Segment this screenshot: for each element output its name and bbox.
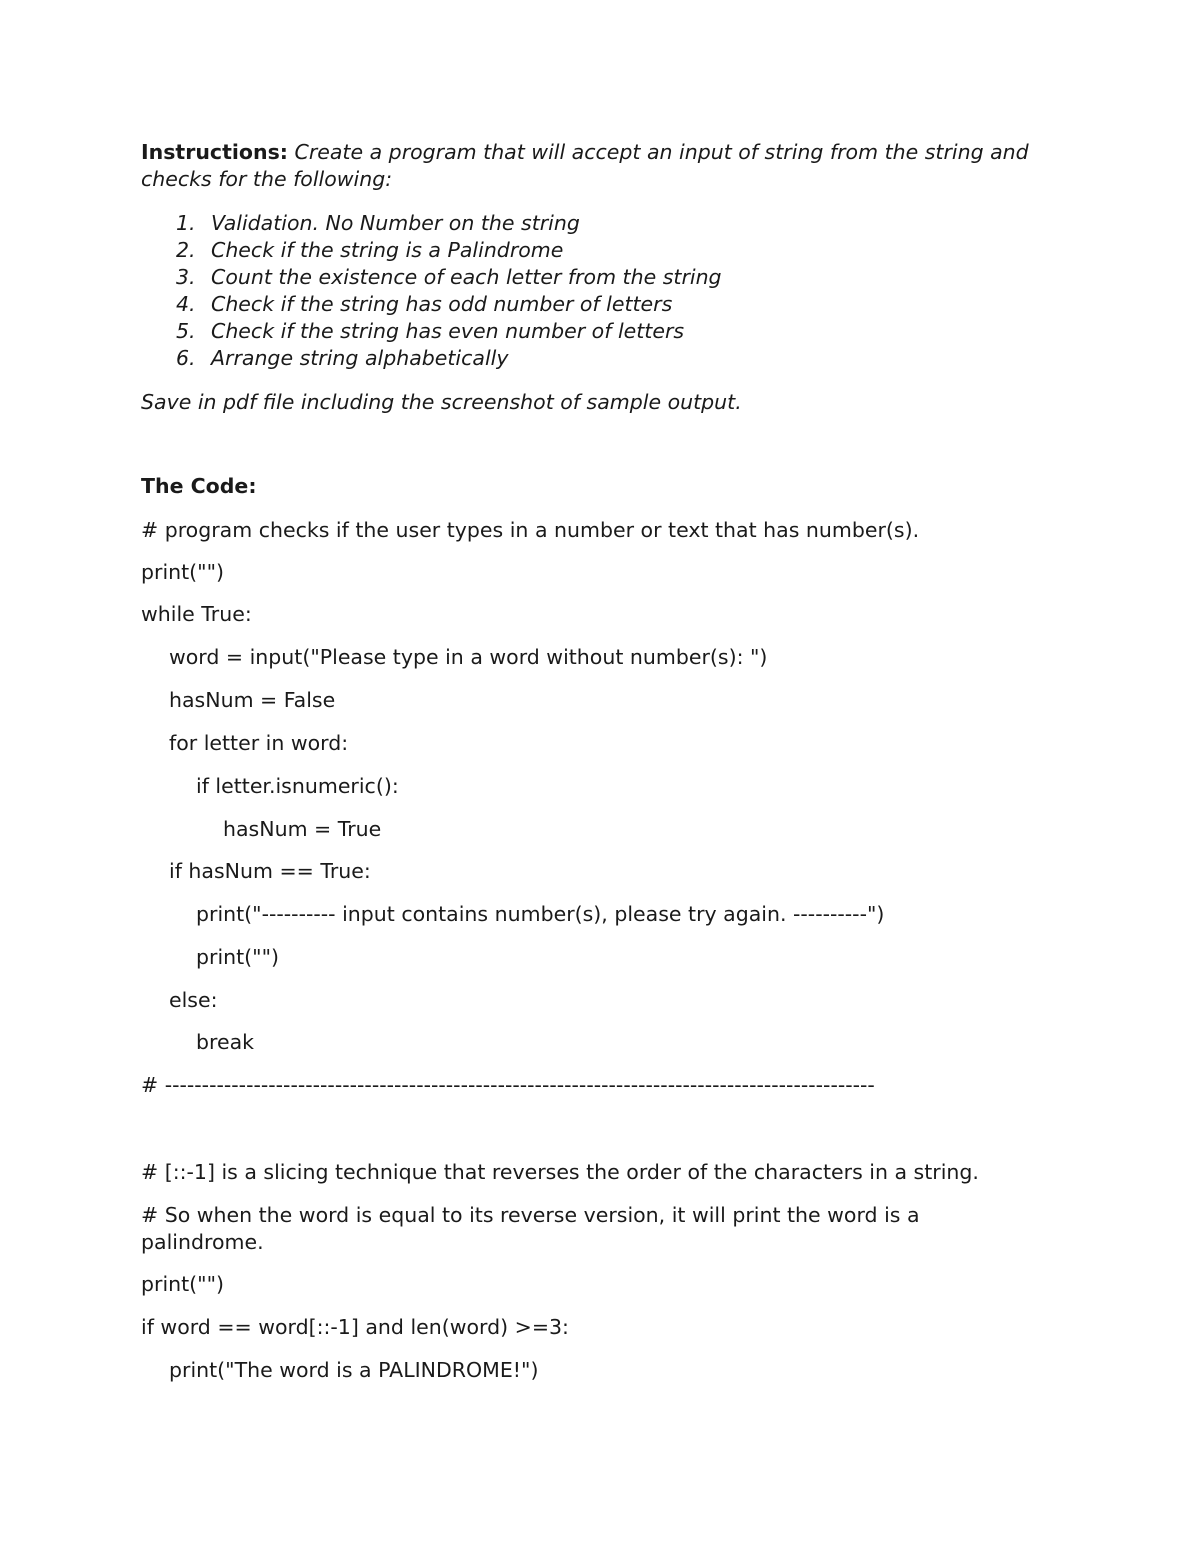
code-line: print("") xyxy=(196,945,280,969)
code-line: if letter.isnumeric(): xyxy=(196,774,399,798)
code-line: word = input("Please type in a word without number(s): ") xyxy=(169,645,768,669)
code-line: for letter in word: xyxy=(169,731,349,755)
code-line: print("") xyxy=(141,560,225,584)
instructions-paragraph xyxy=(141,139,1041,193)
code-separator-line: # ------------------------------------------------------------------------------------------------ xyxy=(141,1073,875,1097)
instructions-text: Create a program that will accept an input of string from the string and checks for the following: xyxy=(141,140,1029,191)
list-item: 3. Count the existence of each letter from the string xyxy=(176,265,722,289)
code-line: hasNum = False xyxy=(169,688,336,712)
code-line: print("The word is a PALINDROME!") xyxy=(169,1358,539,1382)
code-line: print("") xyxy=(141,1272,225,1296)
list-item: 5. Check if the string has even number of letters xyxy=(176,319,685,343)
code-line: while True: xyxy=(141,602,252,626)
code-line: # program checks if the user types in a number or text that has number(s). xyxy=(141,518,920,542)
code-line: # So when the word is equal to its reverse version, it will print the word is a palindrome. xyxy=(141,1203,920,1254)
requirements-list xyxy=(176,210,722,372)
code-line: hasNum = True xyxy=(223,817,382,841)
code-line: if word == word[::-1] and len(word) >=3: xyxy=(141,1315,569,1339)
code-line: else: xyxy=(169,988,218,1012)
code-heading: The Code: xyxy=(141,474,257,498)
code-line: if hasNum == True: xyxy=(169,859,371,883)
list-item: 4. Check if the string has odd number of letters xyxy=(176,292,673,316)
save-note: Save in pdf file including the screenshot of sample output. xyxy=(141,390,742,414)
code-line: # [::-1] is a slicing technique that reverses the order of the characters in a string. xyxy=(141,1160,979,1184)
instructions-label: Instructions: xyxy=(141,140,288,164)
code-line: break xyxy=(196,1030,255,1054)
code-line: print("---------- input contains number(s), please try again. ----------") xyxy=(196,902,885,926)
list-item: 6. Arrange string alphabetically xyxy=(176,346,509,370)
list-item: 2. Check if the string is a Palindrome xyxy=(176,238,564,262)
list-item: 1. Validation. No Number on the string xyxy=(176,211,580,235)
